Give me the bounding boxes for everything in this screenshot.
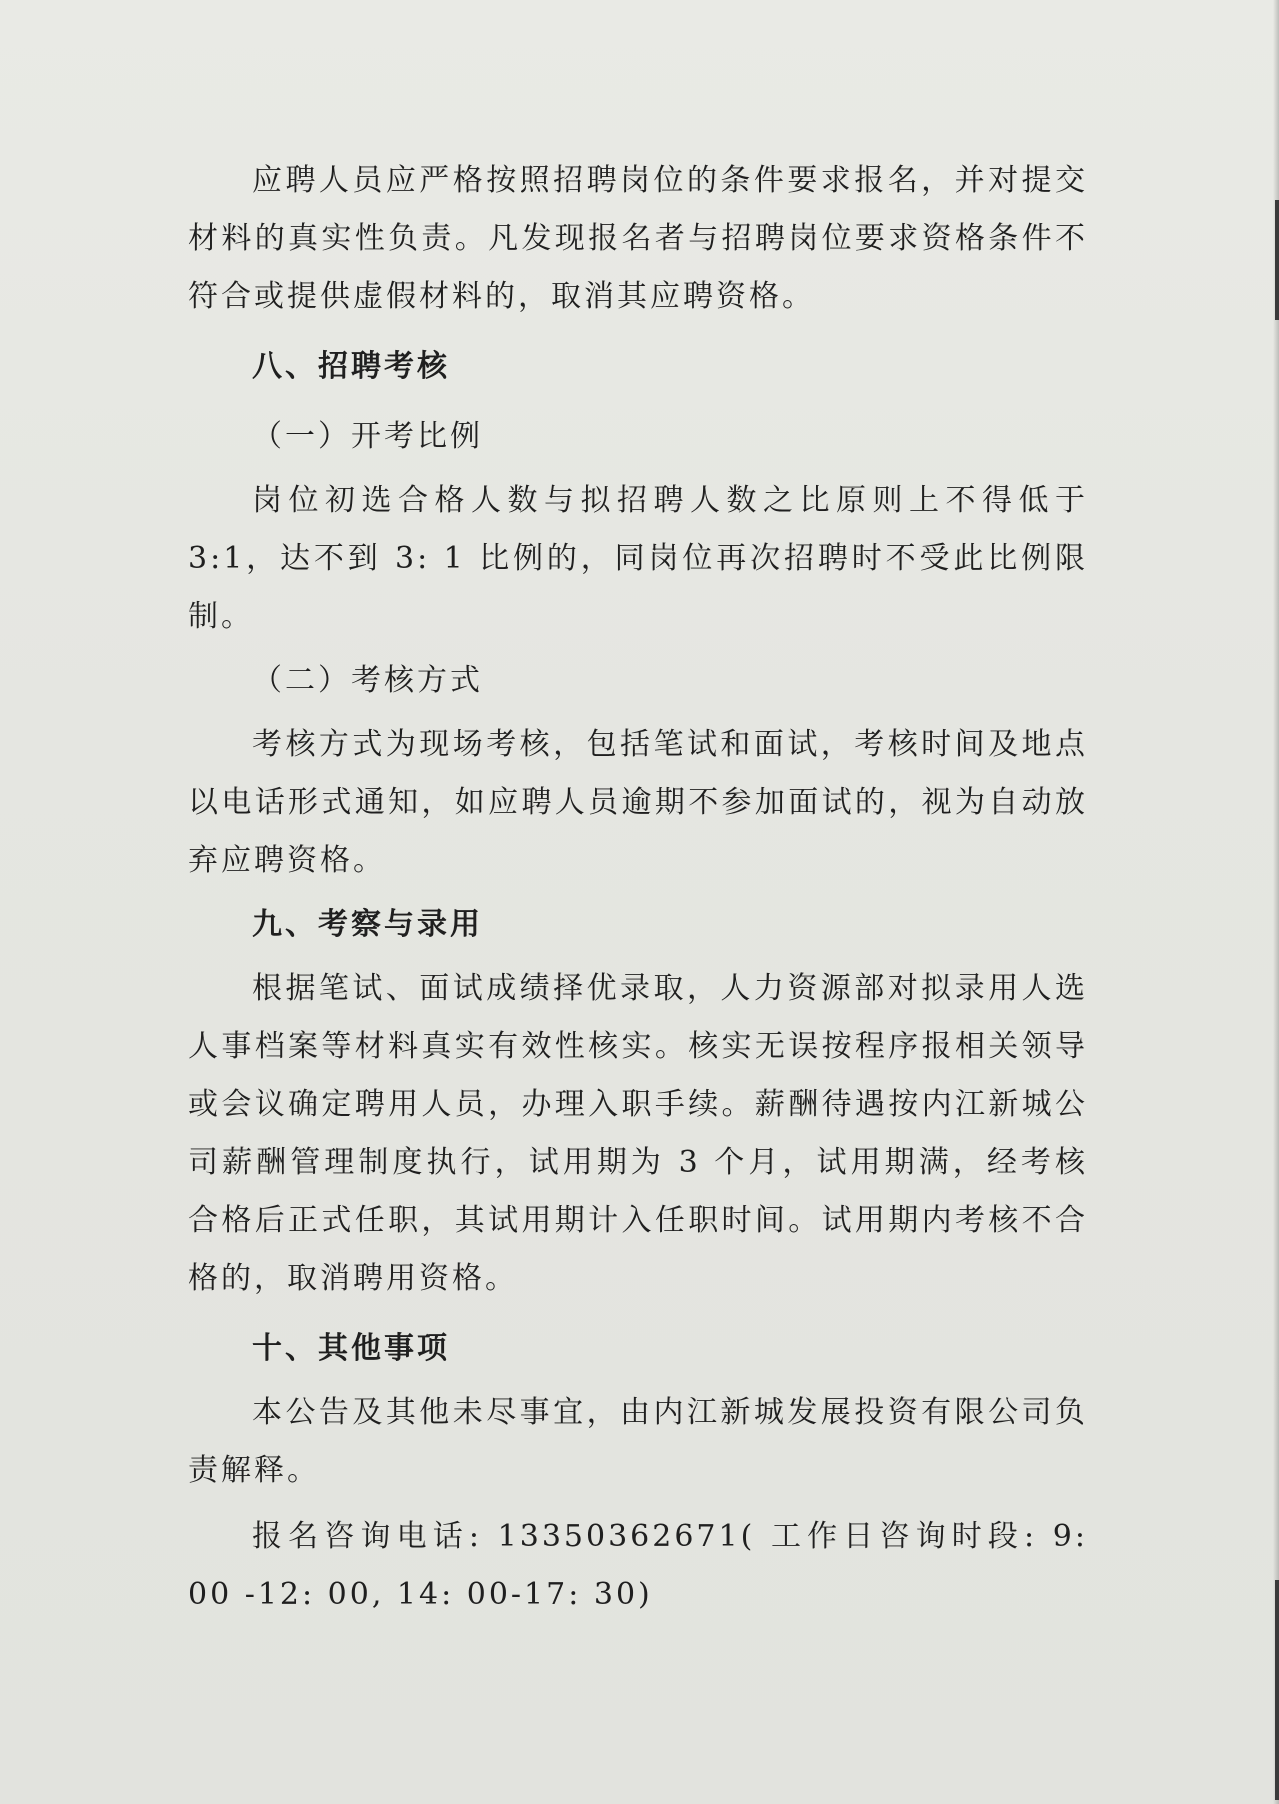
- section-10-paragraph: 本公告及其他未尽事宜，由内江新城发展投资有限公司负责解释。: [188, 1395, 1088, 1488]
- section-9-heading: 九、考察与录用: [252, 907, 483, 942]
- document-body: [188, 152, 1088, 1624]
- page-edge-dark: [1275, 1580, 1279, 1800]
- section-10-heading: 十、其他事项: [252, 1331, 450, 1366]
- contact-paragraph: 报名咨询电话: 13350362671( 工作日咨询时段: 9: 00 -12: 00, 14: 00-17: 30): [188, 1519, 1088, 1612]
- section-8-sub1-paragraph: 岗位初选合格人数与拟招聘人数之比原则上不得低于 3:1，达不到 3: 1 比例的，同岗位再次招聘时不受此比例限制。: [188, 483, 1088, 634]
- page-edge-dark: [1275, 200, 1279, 320]
- intro-paragraph: 应聘人员应严格按照招聘岗位的条件要求报名，并对提交材料的真实性负责。凡发现报名者与招聘岗位要求资格条件不符合或提供虚假材料的，取消其应聘资格。: [188, 163, 1088, 314]
- section-9-paragraph: 根据笔试、面试成绩择优录取，人力资源部对拟录用人选人事档案等材料真实有效性核实。核实无误按程序报相关领导或会议确定聘用人员，办理入职手续。薪酬待遇按内江新城公司薪酬管理制度执行，试用期为 3 个月，试用期满，经考核合格后正式任职，其试用期计入任职时间。试用期内考核不合格的，取消聘用资格。: [188, 971, 1088, 1296]
- section-8-sub2-heading: （二）考核方式: [252, 663, 483, 698]
- section-8-sub2-paragraph: 考核方式为现场考核，包括笔试和面试，考核时间及地点以电话形式通知，如应聘人员逾期不参加面试的，视为自动放弃应聘资格。: [188, 727, 1088, 878]
- section-8-sub1-heading: （一）开考比例: [252, 419, 483, 454]
- section-8-heading: 八、招聘考核: [252, 349, 450, 384]
